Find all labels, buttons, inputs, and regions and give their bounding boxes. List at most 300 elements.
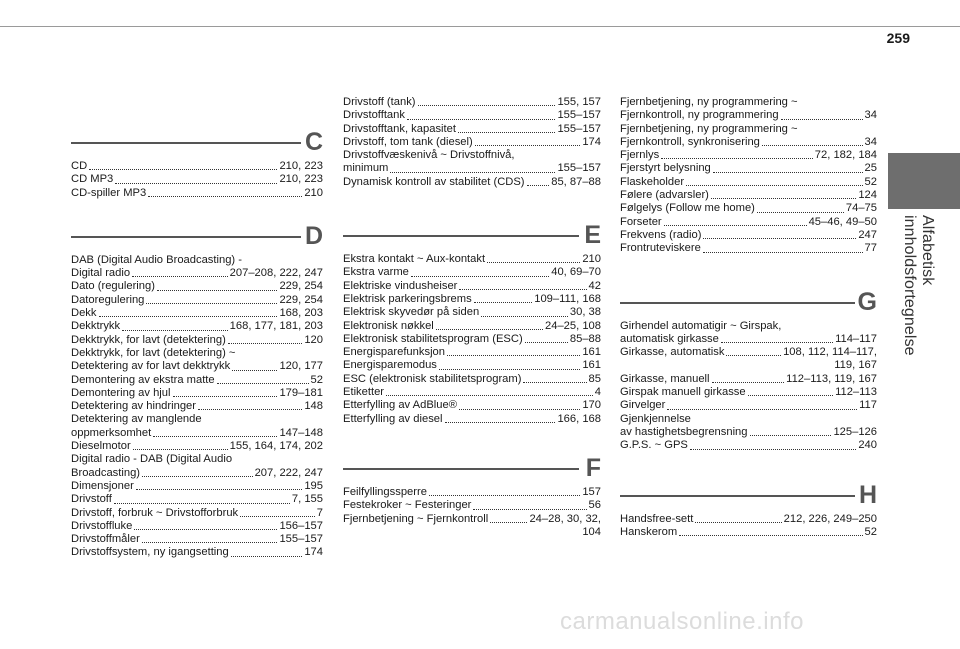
entry-term: Energisparefunksjon xyxy=(343,346,445,359)
index-entry xyxy=(343,359,601,372)
section-header xyxy=(620,286,877,318)
entry-pages: 56 xyxy=(588,499,601,512)
section-header xyxy=(620,479,877,511)
entry-row xyxy=(71,467,323,480)
entry-term: CD-spiller MP3 xyxy=(71,186,147,199)
leader-dots xyxy=(447,355,580,356)
index-entry xyxy=(620,526,877,539)
leader-dots xyxy=(436,329,543,330)
leader-dots xyxy=(661,158,813,159)
entry-pages: 166, 168 xyxy=(557,412,601,425)
entry-pages: 24–28, 30, 32, xyxy=(529,512,601,525)
index-entry xyxy=(343,253,601,266)
leader-dots xyxy=(473,509,586,510)
index-entry xyxy=(620,123,877,150)
entry-row xyxy=(71,507,323,520)
entry-row xyxy=(620,439,877,452)
index-entry xyxy=(71,480,323,493)
entry-term: Festekroker ~ Festeringer xyxy=(343,499,472,512)
entry-line: Detektering av manglende xyxy=(71,413,202,426)
section-rule xyxy=(343,235,579,237)
leader-dots xyxy=(148,196,302,197)
index-entry xyxy=(71,334,323,347)
leader-dots xyxy=(231,556,303,557)
index-entry xyxy=(343,346,601,359)
section-rule xyxy=(343,468,579,470)
index-entry xyxy=(620,202,877,215)
index-entry xyxy=(620,373,877,386)
entry-row xyxy=(620,513,877,526)
index-entry xyxy=(620,96,877,123)
entry-pages: 42 xyxy=(588,279,601,292)
entry-term: ESC (elektronisk stabilitetsprogram) xyxy=(343,372,522,385)
entry-row xyxy=(620,136,877,149)
leader-dots xyxy=(474,302,533,303)
leader-dots xyxy=(690,449,856,450)
index-entry xyxy=(343,373,601,386)
entry-row xyxy=(71,320,323,333)
leader-dots xyxy=(153,436,277,437)
entry-term: Drivstofftank xyxy=(343,109,405,122)
entry-pages: 40, 69–70 xyxy=(551,266,601,279)
entry-term: Følere (advarsler) xyxy=(620,189,709,202)
leader-dots xyxy=(142,542,278,543)
leader-dots xyxy=(240,516,315,517)
entry-pages: 210, 223 xyxy=(279,173,323,186)
entry-row xyxy=(343,486,601,499)
section-tab-marker xyxy=(888,153,960,209)
entry-row xyxy=(71,360,323,373)
entry-row xyxy=(343,96,601,109)
entry-pages: 212, 226, 249–250 xyxy=(783,512,877,525)
entry-row xyxy=(71,400,323,413)
leader-dots xyxy=(481,316,568,317)
leader-dots xyxy=(157,290,277,291)
entry-term: Dato (regulering) xyxy=(71,280,155,293)
entry-term: Girkasse, automatisk xyxy=(620,346,725,359)
entry-row xyxy=(343,162,601,175)
entry-row xyxy=(620,526,877,539)
entry-pages: 125–126 xyxy=(833,425,877,438)
entry-term: Drivstoffluke xyxy=(71,519,133,532)
entry-term: Girvelger xyxy=(620,399,666,412)
section-letter: H xyxy=(858,480,877,509)
index-entry xyxy=(71,507,323,520)
entry-pages: 174 xyxy=(582,135,601,148)
entry-row xyxy=(343,413,601,426)
index-entry xyxy=(343,136,601,149)
entry-term: oppmerksomhet xyxy=(71,426,152,439)
section-letter: G xyxy=(857,287,877,316)
leader-dots xyxy=(115,183,277,184)
entry-row xyxy=(343,306,601,319)
entry-term: Dieselmotor xyxy=(71,440,131,453)
entry-pages: 210, 223 xyxy=(279,160,323,172)
entry-term: Elektrisk skyvedør på siden xyxy=(343,306,480,319)
leader-dots xyxy=(228,343,303,344)
index-entry xyxy=(620,216,877,229)
leader-dots xyxy=(198,409,302,410)
entry-row xyxy=(343,333,601,346)
index-entry xyxy=(71,520,323,533)
entry-line: Fjernbetjening, ny programmering ~ xyxy=(620,96,798,108)
entry-pages: 207, 222, 247 xyxy=(254,466,323,479)
leader-dots xyxy=(721,342,833,343)
entry-row xyxy=(620,426,877,439)
leader-dots xyxy=(750,435,832,436)
index-entry xyxy=(620,176,877,189)
entry-pages: 229, 254 xyxy=(279,280,323,293)
entry-term: Frekvens (radio) xyxy=(620,228,702,241)
index-entry xyxy=(620,242,877,255)
index-entry xyxy=(343,123,601,136)
index-entry xyxy=(343,280,601,293)
index-entry xyxy=(620,149,877,162)
entry-pages: 155, 157 xyxy=(557,96,601,108)
index-entry xyxy=(71,374,323,387)
entry-pages: 109–111, 168 xyxy=(534,292,601,305)
entry-pages: 108, 112, 114–117, xyxy=(783,346,877,359)
entry-term: Detektering av hindringer xyxy=(71,400,196,413)
entry-term: Elektrisk parkeringsbrems xyxy=(343,292,472,305)
entry-term: Dynamisk kontroll av stabilitet (CDS) xyxy=(343,175,525,188)
entry-line: Digital radio - DAB (Digital Audio xyxy=(71,453,233,466)
entry-row xyxy=(620,216,877,229)
leader-dots xyxy=(757,212,844,213)
entry-pages: 155, 164, 174, 202 xyxy=(229,440,323,453)
entry-term: Handsfree-sett xyxy=(620,512,694,525)
index-entry xyxy=(343,499,601,512)
entry-pages: 25 xyxy=(864,162,877,175)
section-rule xyxy=(71,236,301,238)
entry-pages: 240 xyxy=(858,439,877,452)
leader-dots xyxy=(711,198,856,199)
entry-line: Gjenkjennelse xyxy=(620,412,691,425)
index-entry xyxy=(71,400,323,413)
entry-term: CD MP3 xyxy=(71,173,114,186)
entry-row xyxy=(71,280,323,293)
entry-row xyxy=(71,307,323,320)
entry-row xyxy=(620,176,877,189)
index-entry xyxy=(71,413,323,440)
entry-pages: 7 xyxy=(316,506,323,519)
entry-pages: 112–113, 119, 167 xyxy=(786,372,877,385)
entry-pages: 4 xyxy=(594,386,601,399)
entry-term: Girspak manuell girkasse xyxy=(620,386,746,399)
entry-pages: 168, 203 xyxy=(279,307,323,320)
entry-pages: 155–157 xyxy=(557,162,601,175)
entry-pages: 45–46, 49–50 xyxy=(808,215,877,228)
index-entry xyxy=(620,320,877,347)
entry-row xyxy=(71,187,323,200)
entry-row xyxy=(71,334,323,347)
entry-row xyxy=(71,173,323,186)
entry-row xyxy=(71,374,323,387)
entry-line: Dekktrykk, for lavt (detektering) ~ xyxy=(71,346,236,359)
leader-dots xyxy=(132,276,228,277)
entry-row xyxy=(343,320,601,333)
leader-dots xyxy=(232,370,277,371)
entry-row xyxy=(343,346,601,359)
entry-row xyxy=(620,242,877,255)
entry-row xyxy=(71,427,323,440)
leader-dots xyxy=(386,395,593,396)
entry-pages: 85–88 xyxy=(569,332,601,345)
section-header xyxy=(71,220,323,252)
index-entry xyxy=(343,386,601,399)
index-entry xyxy=(343,176,601,189)
entry-pages: 157 xyxy=(582,485,601,498)
entry-term: Forseter xyxy=(620,215,662,228)
entry-pages: 161 xyxy=(582,359,601,372)
leader-dots xyxy=(459,409,580,410)
index-entry xyxy=(343,149,601,176)
entry-term: Datoregulering xyxy=(71,293,145,306)
index-entry xyxy=(343,413,601,426)
entry-term: Fjernlys xyxy=(620,149,660,162)
index-entry xyxy=(71,280,323,293)
entry-term: av hastighetsbegrensning xyxy=(620,425,748,438)
entry-term: Demontering av ekstra matte xyxy=(71,373,215,386)
entry-row xyxy=(71,440,323,453)
entry-term: Fjernkontroll, ny programmering xyxy=(620,109,779,122)
entry-row xyxy=(71,533,323,546)
index-entry xyxy=(71,546,323,559)
leader-dots xyxy=(134,529,277,530)
entry-row xyxy=(620,149,877,162)
entry-term: Elektronisk nøkkel xyxy=(343,319,434,332)
leader-dots xyxy=(726,355,781,356)
entry-term: Fjerstyrt belysning xyxy=(620,162,711,175)
entry-row xyxy=(343,109,601,122)
section-rule xyxy=(71,142,301,144)
index-entry xyxy=(343,320,601,333)
entry-row xyxy=(343,176,601,189)
entry-term: minimum xyxy=(343,162,389,175)
leader-dots xyxy=(762,145,863,146)
entry-term: Ekstra kontakt ~ Aux-kontakt xyxy=(343,253,486,266)
entry-row xyxy=(343,386,601,399)
entry-row xyxy=(620,162,877,175)
index-entry xyxy=(343,96,601,109)
index-entry xyxy=(343,306,601,319)
entry-term: Drivstoffsystem, ny igangsetting xyxy=(71,546,229,559)
leader-dots xyxy=(686,185,862,186)
entry-row xyxy=(343,253,601,266)
index-entry xyxy=(620,162,877,175)
entry-pages: 7, 155 xyxy=(291,493,323,506)
entry-term: Fjernbetjening ~ Fjernkontroll xyxy=(343,512,489,525)
entry-row xyxy=(71,546,323,559)
entry-term: Drivstoff (tank) xyxy=(343,96,416,108)
entry-row xyxy=(620,189,877,202)
index-entry xyxy=(71,320,323,333)
entry-pages: 179–181 xyxy=(279,386,323,399)
index-entry xyxy=(71,187,323,200)
leader-dots xyxy=(122,330,228,331)
leader-dots xyxy=(429,495,580,496)
leader-dots xyxy=(418,105,556,106)
entry-pages: 52 xyxy=(864,525,877,538)
entry-row xyxy=(343,359,601,372)
leader-dots xyxy=(146,303,277,304)
entry-row xyxy=(620,346,877,359)
entry-pages: 147–148 xyxy=(279,426,323,439)
index-entry xyxy=(71,294,323,307)
section-header xyxy=(343,219,601,251)
section-letter: C xyxy=(304,128,323,156)
section-letter: D xyxy=(304,221,323,250)
header-rule xyxy=(0,26,960,27)
entry-pages: 77 xyxy=(864,242,877,255)
page-number: 259 xyxy=(886,30,910,46)
entry-term: Drivstoffmåler xyxy=(71,533,140,546)
index-entry xyxy=(620,229,877,242)
index-entry xyxy=(71,254,323,281)
leader-dots xyxy=(142,476,253,477)
entry-term: Detektering av for lavt dekktrykk xyxy=(71,360,231,373)
section-rule xyxy=(620,495,855,497)
index-entry xyxy=(620,399,877,412)
entry-pages: 247 xyxy=(858,228,877,241)
leader-dots xyxy=(525,342,568,343)
leader-dots xyxy=(712,382,785,383)
leader-dots xyxy=(487,262,580,263)
leader-dots xyxy=(664,225,807,226)
entry-term: CD xyxy=(71,160,88,172)
entry-pages: 85, 87–88 xyxy=(551,175,601,188)
index-entry xyxy=(343,399,601,412)
leader-dots xyxy=(89,169,277,170)
entry-row xyxy=(343,513,601,526)
section-header xyxy=(343,452,601,484)
leader-dots xyxy=(458,132,555,133)
index-entry xyxy=(71,533,323,546)
entry-pages: 156–157 xyxy=(279,519,323,532)
entry-pages: 120, 177 xyxy=(279,360,323,373)
entry-line: DAB (Digital Audio Broadcasting) - xyxy=(71,253,242,266)
section-letter: F xyxy=(585,453,601,482)
entry-term: Fjernkontroll, synkronisering xyxy=(620,135,760,148)
entry-pages: 112–113 xyxy=(835,386,877,399)
entry-pages: 124 xyxy=(858,189,877,202)
entry-row xyxy=(620,229,877,242)
entry-row xyxy=(343,266,601,279)
entry-term: Hanskerom xyxy=(620,525,678,538)
entry-term: Elektronisk stabilitetsprogram (ESC) xyxy=(343,332,523,345)
entry-term: Drivstofftank, kapasitet xyxy=(343,122,456,135)
entry-term: Demontering av hjul xyxy=(71,386,171,399)
index-entry xyxy=(343,266,601,279)
leader-dots xyxy=(703,252,863,253)
index-entry xyxy=(343,109,601,122)
entry-row xyxy=(71,160,323,173)
entry-term: G.P.S. ~ GPS xyxy=(620,439,688,452)
leader-dots xyxy=(703,238,856,239)
index-column-1 xyxy=(71,126,323,560)
entry-pages: 207–208, 222, 247 xyxy=(229,267,323,280)
entry-row xyxy=(343,123,601,136)
entry-row xyxy=(620,333,877,346)
entry-pages: 148 xyxy=(304,400,323,413)
leader-dots xyxy=(439,369,580,370)
entry-pages: 170 xyxy=(582,399,601,412)
entry-pages: 174 xyxy=(304,546,323,559)
entry-term: Etiketter xyxy=(343,386,385,399)
entry-term: Etterfylling av diesel xyxy=(343,412,443,425)
leader-dots xyxy=(390,172,555,173)
leader-dots xyxy=(695,522,781,523)
entry-term: Flaskeholder xyxy=(620,175,685,188)
leader-dots xyxy=(99,316,278,317)
entry-term: Drivstoff, tom tank (diesel) xyxy=(343,135,473,148)
entry-pages: 210 xyxy=(304,186,323,199)
entry-row xyxy=(71,520,323,533)
entry-row xyxy=(343,136,601,149)
entry-term: Dekktrykk, for lavt (detektering) xyxy=(71,333,226,346)
entry-pages: 52 xyxy=(864,175,877,188)
entry-term: Feilfyllingssperre xyxy=(343,485,427,498)
entry-line: Girhendel automatigir ~ Girspak, xyxy=(620,319,782,332)
index-entry xyxy=(343,513,601,540)
entry-term: Dekk xyxy=(71,307,97,320)
entry-row xyxy=(71,493,323,506)
index-entry xyxy=(71,440,323,453)
entry-line: Drivstoffvæskenivå ~ Drivstoffnivå, xyxy=(343,149,515,162)
entry-term: Dekktrykk xyxy=(71,320,121,333)
index-entry xyxy=(71,387,323,400)
entry-pages: 195 xyxy=(304,479,323,492)
leader-dots xyxy=(713,172,863,173)
entry-pages: 52 xyxy=(310,373,323,386)
leader-dots xyxy=(679,535,862,536)
index-column-2 xyxy=(343,96,601,539)
entry-term: automatisk girkasse xyxy=(620,332,719,345)
leader-dots xyxy=(490,522,527,523)
leader-dots xyxy=(523,382,586,383)
entry-term: Etterfylling av AdBlue® xyxy=(343,399,457,412)
index-entry xyxy=(620,413,877,440)
leader-dots xyxy=(114,503,290,504)
entry-row xyxy=(343,293,601,306)
side-title: Alfabetisk innholdsfortegnelse xyxy=(901,215,936,356)
entry-line: Fjernbetjening, ny programmering ~ xyxy=(620,122,798,135)
entry-pages: 85 xyxy=(588,372,601,385)
index-entry xyxy=(620,386,877,399)
entry-pages: 168, 177, 181, 203 xyxy=(229,320,323,333)
entry-row xyxy=(620,109,877,122)
leader-dots xyxy=(411,276,549,277)
entry-pages: 210 xyxy=(582,253,601,266)
entry-pages: 34 xyxy=(864,109,877,122)
entry-term: Frontruteviskere xyxy=(620,242,701,255)
entry-term: Digital radio xyxy=(71,267,131,280)
entry-row xyxy=(343,280,601,293)
entry-term: Følgelys (Follow me home) xyxy=(620,202,755,215)
index-entry xyxy=(343,293,601,306)
entry-pages: 161 xyxy=(582,346,601,359)
entry-row xyxy=(71,387,323,400)
entry-term: Elektriske vindusheiser xyxy=(343,279,458,292)
entry-term: Drivstoff, forbruk ~ Drivstofforbruk xyxy=(71,506,239,519)
entry-pages: 114–117 xyxy=(835,332,877,345)
leader-dots xyxy=(667,409,857,410)
index-entry xyxy=(620,189,877,202)
leader-dots xyxy=(475,145,581,146)
entry-term: Dimensjoner xyxy=(71,479,134,492)
leader-dots xyxy=(445,422,556,423)
entry-pages: 74–75 xyxy=(845,202,877,215)
